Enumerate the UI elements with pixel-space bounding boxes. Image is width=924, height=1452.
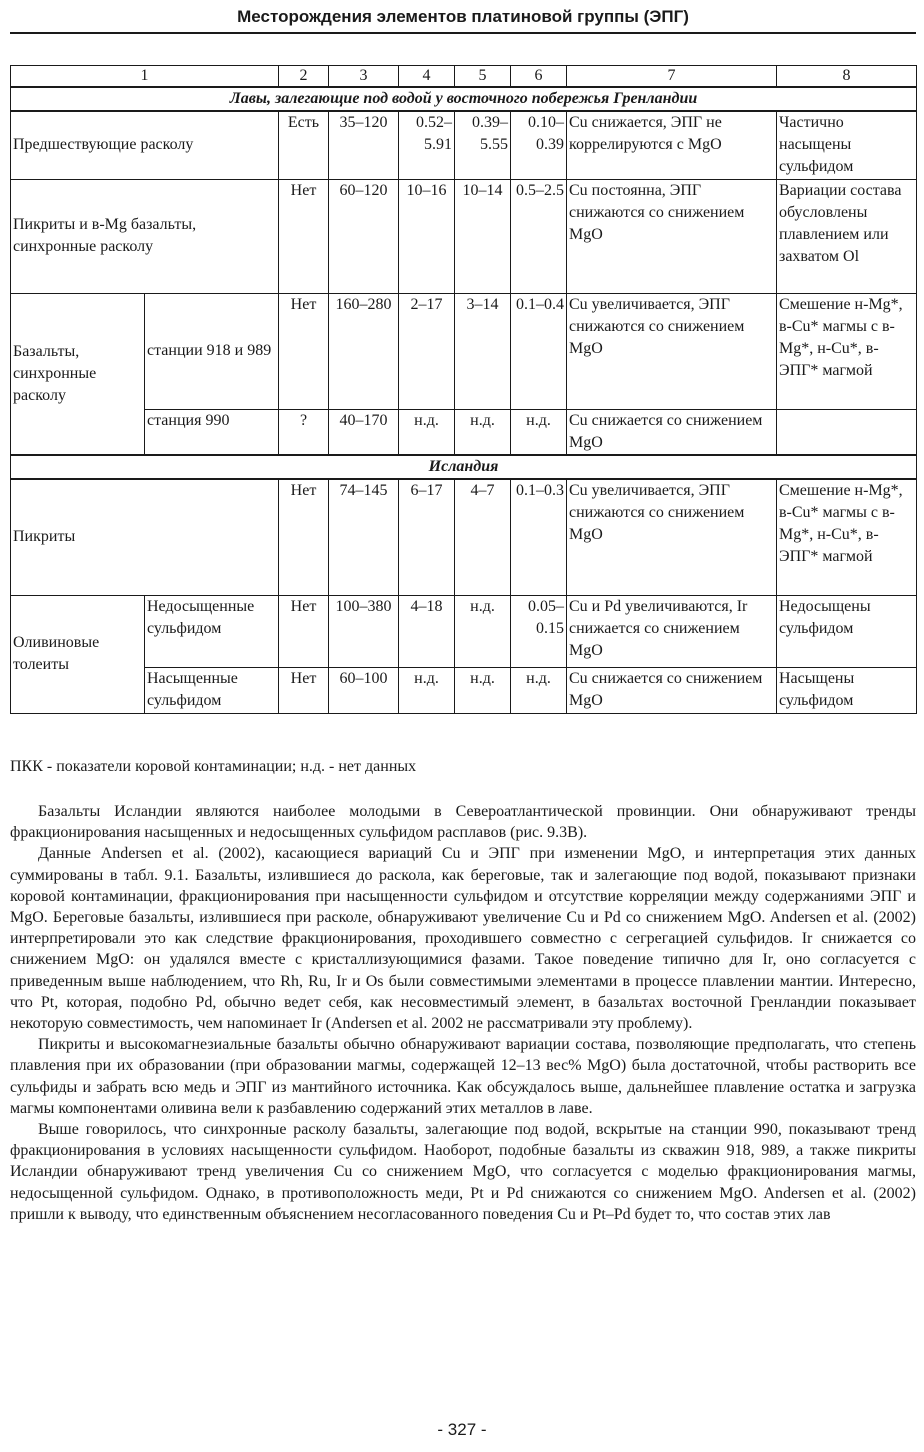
data-table [10,65,917,714]
table-row [11,293,917,409]
cell: Недосыщены сульфидом [777,595,917,667]
cell: 0.10–0.39 [511,111,567,179]
col-number: 7 [567,66,777,88]
paragraph: Выше говорилось, что синхронные расколу базальты, залегающие под водой, вскрытые на станции 990, показывают тренд фракционирования в условиях насыщенности сульфидом. Наоборот, подобные базальты из скважин 918, 989, а также пикриты Исландии обнаруживают тренд увеличения Cu со снижением MgO, что согласуется с моделью фракционирования магмы, недосыщенной сульфидом. Однако, в противоположность меди, Pt и Pd снижаются со снижением MgO. Andersen et al. (2002) пришли к выводу, что единственным объяснением несогласованного поведения Cu и Pt–Pd будет то, что состав этих лав [10,1121,916,1223]
cell: 40–170 [329,409,399,455]
table-row [11,179,917,293]
col-number: 2 [279,66,329,88]
cell: Cu и Pd увеличиваются, Ir снижается со снижением MgO [567,595,777,667]
cell: Cu увеличивается, ЭПГ снижаются со снижением MgO [567,479,777,595]
cell: 0.1–0.4 [511,293,567,409]
section-title-iceland: Исландия [11,455,917,479]
paragraph: Данные Andersen et al. (2002), касающиеся вариаций Cu и ЭПГ при изменении MgO, и интерпретация этих данных суммированы в табл. 9.1. Базальты, излившиеся до раскола, как береговые, так и залегающие под водой, показывают признаки коровой контаминации, фракционирования при насыщенности сульфидом и отсутствие корреляции между содержаниями ЭПГ и MgO. Береговые базальты, излившиеся при расколе, обнаруживают увеличение Cu и Pd со снижением MgO. Andersen et al. (2002) интерпретировали это как следствие фракционирования, проходившего совместно с сегрегацией сульфидов. Ir снижается со снижением MgO: он удалялся вместе с кристаллизующимися фазами. Такое поведение типично для Ir, оно согласуется с приведенным выше наблюдением, что Rh, Ru, Ir и Os были совместимыми элементами в процессе плавлении мантии. Интересно, что Pt, которая, подобно Pd, обычно ведет себя, как несовместимый элемент, в базальтах восточной Гренландии показывает некоторую совместимость, чем напоминает Ir (Andersen et al. 2002 не рассматривали эту проблему). [10,845,916,1033]
row-name: Насыщенные сульфидом [145,667,279,713]
cell: 0.1–0.3 [511,479,567,595]
row-name: Недосыщенные сульфидом [145,595,279,667]
cell: н.д. [399,409,455,455]
cell: 6–17 [399,479,455,595]
paragraph: Базальты Исландии являются наиболее молодыми в Североатлантической провинции. Они обнаруживают тренды фракционирования насыщенных и недосыщенных сульфидом расплавов (рис. 9.3В). [10,803,916,842]
header-divider [10,32,916,34]
table-footnote: ПКК - показатели коровой контаминации; н.д. - нет данных [10,758,417,775]
table-row [11,479,917,595]
cell: Нет [279,293,329,409]
col-number: 1 [11,66,279,88]
cell: Нет [279,479,329,595]
table-row [11,409,917,455]
row-name: Пикриты и в-Mg базальты, синхронные расколу [11,179,279,293]
cell: Смешение н-Mg*, в-Cu* магмы с в-Mg*, н-Cu*, в-ЭПГ* магмой [777,293,917,409]
col-number: 4 [399,66,455,88]
body-text [10,801,916,1225]
cell: Вариации состава обусловлены плавлением или захватом Ol [777,179,917,293]
cell: Нет [279,179,329,293]
cell: Частично насыщены сульфидом [777,111,917,179]
row-name: станции 918 и 989 [145,293,279,409]
table-row [11,667,917,713]
page-number: - 327 - [437,1420,487,1439]
cell: Cu постоянна, ЭПГ снижаются со снижением MgO [567,179,777,293]
cell: 0.05–0.15 [511,595,567,667]
cell: Cu увеличивается, ЭПГ снижаются со снижением MgO [567,293,777,409]
cell: 4–18 [399,595,455,667]
cell [777,409,917,455]
table-row [11,595,917,667]
cell: Cu снижается со снижением MgO [567,667,777,713]
cell: Нет [279,595,329,667]
cell: 60–100 [329,667,399,713]
cell: н.д. [455,595,511,667]
cell: н.д. [455,667,511,713]
row-name: Предшествующие расколу [11,111,279,179]
cell: 3–14 [455,293,511,409]
row-name: Пикриты [11,479,279,595]
col-number: 3 [329,66,399,88]
paragraph: Пикриты и высокомагнезиальные базальты обычно обнаруживают вариации состава, позволяющие предполагать, что степень плавления при их образовании (при образовании магмы, содержащей 12–13 вес% MgO) была достаточной, чтобы растворить все сульфиды и забрать всю медь и ЭПГ из мантийного источника. Как обсуждалось выше, дальнейшее плавление остатка и загрузка магмы компонентами оливина вели к разбавлению содержаний этих металлов в лаве. [10,1036,916,1117]
cell: 10–14 [455,179,511,293]
col-number: 8 [777,66,917,88]
cell: Есть [279,111,329,179]
cell: н.д. [511,409,567,455]
section-title-greenland: Лавы, залегающие под водой у восточного побережья Гренландии [11,87,917,111]
cell: 100–380 [329,595,399,667]
cell: Cu снижается со снижением MgO [567,409,777,455]
running-header: Месторождения элементов платиновой группы (ЭПГ) [237,7,689,26]
cell: 4–7 [455,479,511,595]
col-number: 5 [455,66,511,88]
cell: 35–120 [329,111,399,179]
cell: 0.52–5.91 [399,111,455,179]
cell: н.д. [455,409,511,455]
section-row [11,455,917,479]
cell: 0.39–5.55 [455,111,511,179]
cell: 74–145 [329,479,399,595]
cell: 10–16 [399,179,455,293]
cell: Насыщены сульфидом [777,667,917,713]
cell: 160–280 [329,293,399,409]
cell: 0.5–2.5 [511,179,567,293]
column-number-row [11,66,917,88]
cell: Нет [279,667,329,713]
table-row [11,111,917,179]
cell: ? [279,409,329,455]
section-row [11,87,917,111]
col-number: 6 [511,66,567,88]
cell: 2–17 [399,293,455,409]
cell: Смешение н-Mg*, в-Cu* магмы с в-Mg*, н-Cu*, в-ЭПГ* магмой [777,479,917,595]
row-group-name: Оливиновые толеиты [11,595,145,713]
row-name: станция 990 [145,409,279,455]
cell: н.д. [511,667,567,713]
cell: 60–120 [329,179,399,293]
row-group-name: Базальты, синхронные расколу [11,293,145,455]
cell: н.д. [399,667,455,713]
cell: Cu снижается, ЭПГ не коррелируются с MgO [567,111,777,179]
